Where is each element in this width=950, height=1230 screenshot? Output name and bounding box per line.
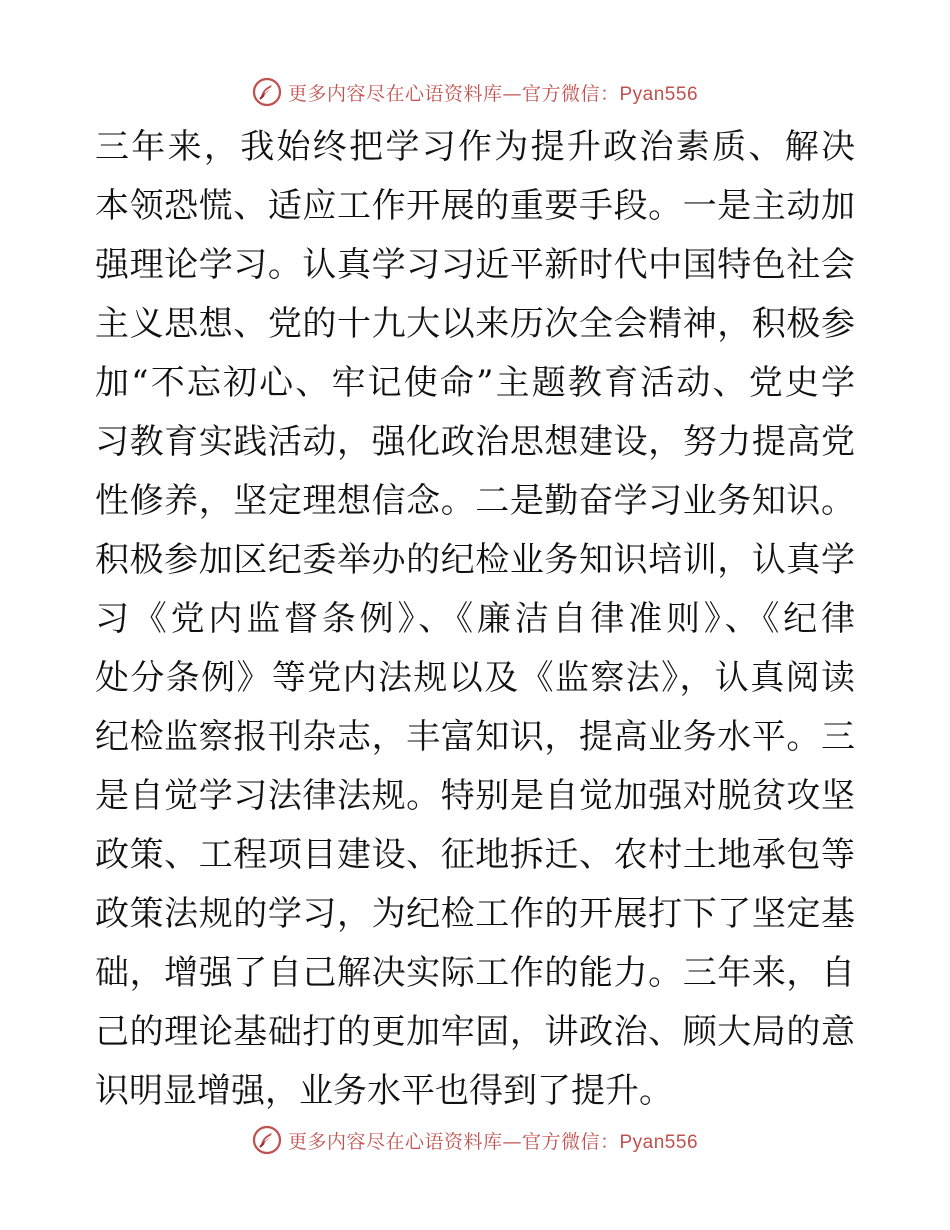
footer-banner-wechat-id: Pyan556 xyxy=(619,1131,699,1153)
body-line: 习《党内监督条例》、《廉洁自律准则》、《纪律 xyxy=(95,599,855,639)
footer-banner-cn: 更多内容尽在心语资料库—官方微信： xyxy=(287,1130,620,1153)
header-banner[interactable] xyxy=(0,72,950,112)
body-line: 本领恐慌、适应工作开展的重要手段。一是主动加 xyxy=(95,186,855,226)
body-paragraph xyxy=(95,118,855,1121)
body-line: 政策、工程项目建设、征地拆迁、农村土地承包等 xyxy=(95,835,855,875)
header-banner-wechat-id: Pyan556 xyxy=(619,83,699,105)
header-banner-cn: 更多内容尽在心语资料库—官方微信： xyxy=(287,82,620,105)
header-banner-text xyxy=(288,79,698,106)
footer-banner-text xyxy=(288,1127,698,1154)
body-line: 性修养，坚定理想信念。二是勤奋学习业务知识。 xyxy=(95,481,855,521)
body-line: 处分条例》等党内法规以及《监察法》，认真阅读 xyxy=(95,658,855,698)
rose-pen-logo-icon xyxy=(252,77,282,107)
footer-banner[interactable] xyxy=(0,1120,950,1160)
rose-pen-logo-icon xyxy=(252,1125,282,1155)
body-line: 强理论学习。认真学习习近平新时代中国特色社会 xyxy=(95,245,855,285)
body-line: 纪检监察报刊杂志，丰富知识，提高业务水平。三 xyxy=(95,717,855,757)
body-line: 积极参加区纪委举办的纪检业务知识培训，认真学 xyxy=(95,540,855,580)
body-line: 加“不忘初心、牢记使命”主题教育活动、党史学 xyxy=(95,363,855,403)
body-line: 础，增强了自己解决实际工作的能力。三年来，自 xyxy=(95,953,855,993)
body-line: 习教育实践活动，强化政治思想建设，努力提高党 xyxy=(95,422,855,462)
body-line: 政策法规的学习，为纪检工作的开展打下了坚定基 xyxy=(95,894,855,934)
body-line: 己的理论基础打的更加牢固，讲政治、顾大局的意 xyxy=(95,1012,855,1052)
body-line: 是自觉学习法律法规。特别是自觉加强对脱贫攻坚 xyxy=(95,776,855,816)
body-line: 主义思想、党的十九大以来历次全会精神，积极参 xyxy=(95,304,855,344)
body-line: 识明显增强，业务水平也得到了提升。 xyxy=(95,1071,673,1111)
body-line: 三年来，我始终把学习作为提升政治素质、解决 xyxy=(95,127,855,167)
